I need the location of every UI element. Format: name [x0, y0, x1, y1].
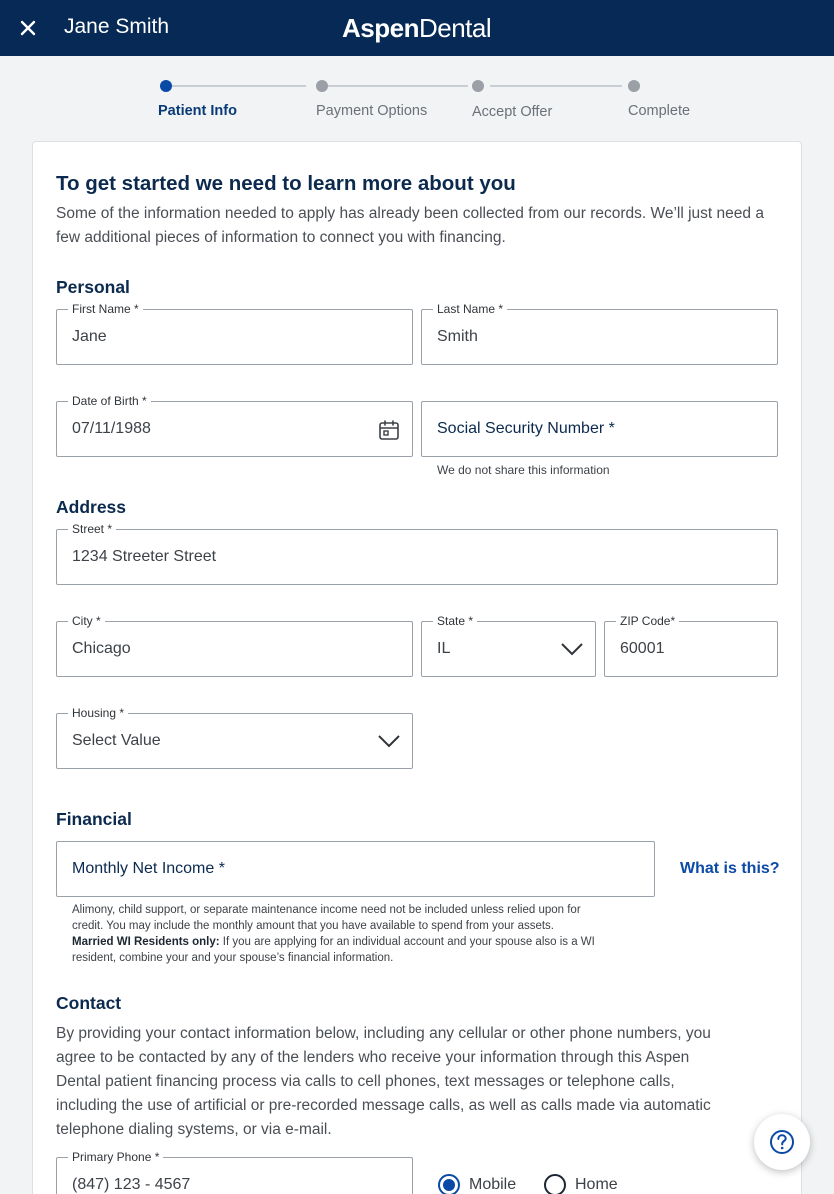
section-heading-financial: Financial: [56, 809, 132, 829]
progress-stepper: [0, 56, 834, 140]
last-name-label: Last Name *: [433, 301, 507, 317]
ssn-helper-text: We do not share this information: [437, 463, 610, 477]
radio-mobile-label: Mobile: [469, 1176, 517, 1193]
form-intro: Some of the information needed to apply has already been collected from our records. We’ll just need a few additional pieces of information to connect you with financing.: [56, 205, 764, 246]
primary-phone-label: Primary Phone *: [68, 1149, 163, 1165]
what-is-this-link[interactable]: What is this?: [680, 860, 780, 877]
step-label-payment-options: Payment Options: [316, 103, 428, 119]
contact-consent-text: By providing your contact information below, including any cellular or other phone numbers, you agree to be contacted by any of the lenders who receive your information through this Aspen Dental patient financing process via calls to cell phones, text messages or telephone calls, including the use of artificial or pre-recorded message calls, as well as calls made via automatic telephone dialing systems, or via e-mail.: [56, 1025, 711, 1138]
step-connector: [328, 85, 468, 87]
street-value: 1234 Streeter Street: [72, 548, 217, 565]
street-field[interactable]: [56, 522, 778, 585]
street-label: Street *: [68, 521, 116, 537]
radio-mobile[interactable]: [438, 1174, 460, 1194]
section-heading-address: Address: [56, 497, 127, 517]
city-label: City *: [68, 613, 105, 629]
app-header: [0, 0, 834, 56]
step-connector: [490, 85, 622, 87]
section-heading-personal: Personal: [56, 277, 130, 297]
zip-code-label: ZIP Code*: [616, 613, 679, 629]
section-heading-contact: Contact: [56, 993, 122, 1013]
help-icon: [754, 1114, 810, 1170]
calendar-icon[interactable]: [377, 418, 401, 442]
form-title: To get started we need to learn more about you: [56, 172, 516, 195]
last-name-value: Smith: [437, 328, 478, 345]
housing-label: Housing *: [68, 705, 128, 721]
aspen-dental-logo: AspenDental: [342, 13, 492, 43]
step-dot-payment-options: [316, 80, 328, 92]
first-name-label: First Name *: [68, 301, 143, 317]
step-dot-patient-info: [160, 80, 172, 92]
radio-home-label: Home: [575, 1176, 618, 1193]
zip-code-value: 60001: [620, 640, 665, 657]
city-field[interactable]: [56, 614, 413, 677]
chevron-down-icon: [560, 640, 584, 658]
close-button[interactable]: [14, 14, 42, 42]
date-of-birth-value: 07/11/1988: [72, 420, 151, 437]
chevron-down-icon: [377, 732, 401, 750]
step-label-complete: Complete: [628, 103, 691, 119]
state-value: IL: [437, 640, 451, 657]
date-of-birth-field[interactable]: [56, 394, 413, 457]
step-label-accept-offer: Accept Offer: [472, 104, 553, 120]
housing-value: Select Value: [72, 732, 161, 749]
monthly-net-income-placeholder: Monthly Net Income *: [72, 860, 225, 877]
state-select[interactable]: [421, 614, 596, 677]
zip-code-field[interactable]: [604, 614, 778, 677]
date-of-birth-label: Date of Birth *: [68, 393, 151, 409]
ssn-placeholder: Social Security Number *: [437, 420, 615, 437]
ssn-field[interactable]: [421, 401, 778, 457]
financial-disclaimer: Alimony, child support, or separate maintenance income need not be included unless relied upon for credit. You may include the monthly amount that you have available to spend from your assets. Married WI Residents only: If you are applying for an individual account and your spouse also is a WI resident, combine your and your spouse’s financial information.: [72, 904, 595, 964]
step-dot-accept-offer: [472, 80, 484, 92]
primary-phone-field[interactable]: [56, 1150, 413, 1194]
step-connector: [172, 85, 306, 87]
radio-home[interactable]: [544, 1174, 566, 1194]
primary-phone-value: (847) 123 - 4567: [72, 1176, 191, 1193]
close-icon: [14, 14, 42, 42]
last-name-field[interactable]: [421, 302, 778, 365]
help-button[interactable]: [754, 1114, 810, 1170]
step-label-patient-info: Patient Info: [158, 103, 237, 119]
monthly-net-income-field[interactable]: [56, 841, 655, 897]
housing-select[interactable]: [56, 706, 413, 769]
patient-name: Jane Smith: [64, 15, 170, 38]
step-dot-complete: [628, 80, 640, 92]
city-value: Chicago: [72, 640, 131, 657]
first-name-field[interactable]: [56, 302, 413, 365]
first-name-value: Jane: [72, 328, 107, 345]
state-label: State *: [433, 613, 477, 629]
